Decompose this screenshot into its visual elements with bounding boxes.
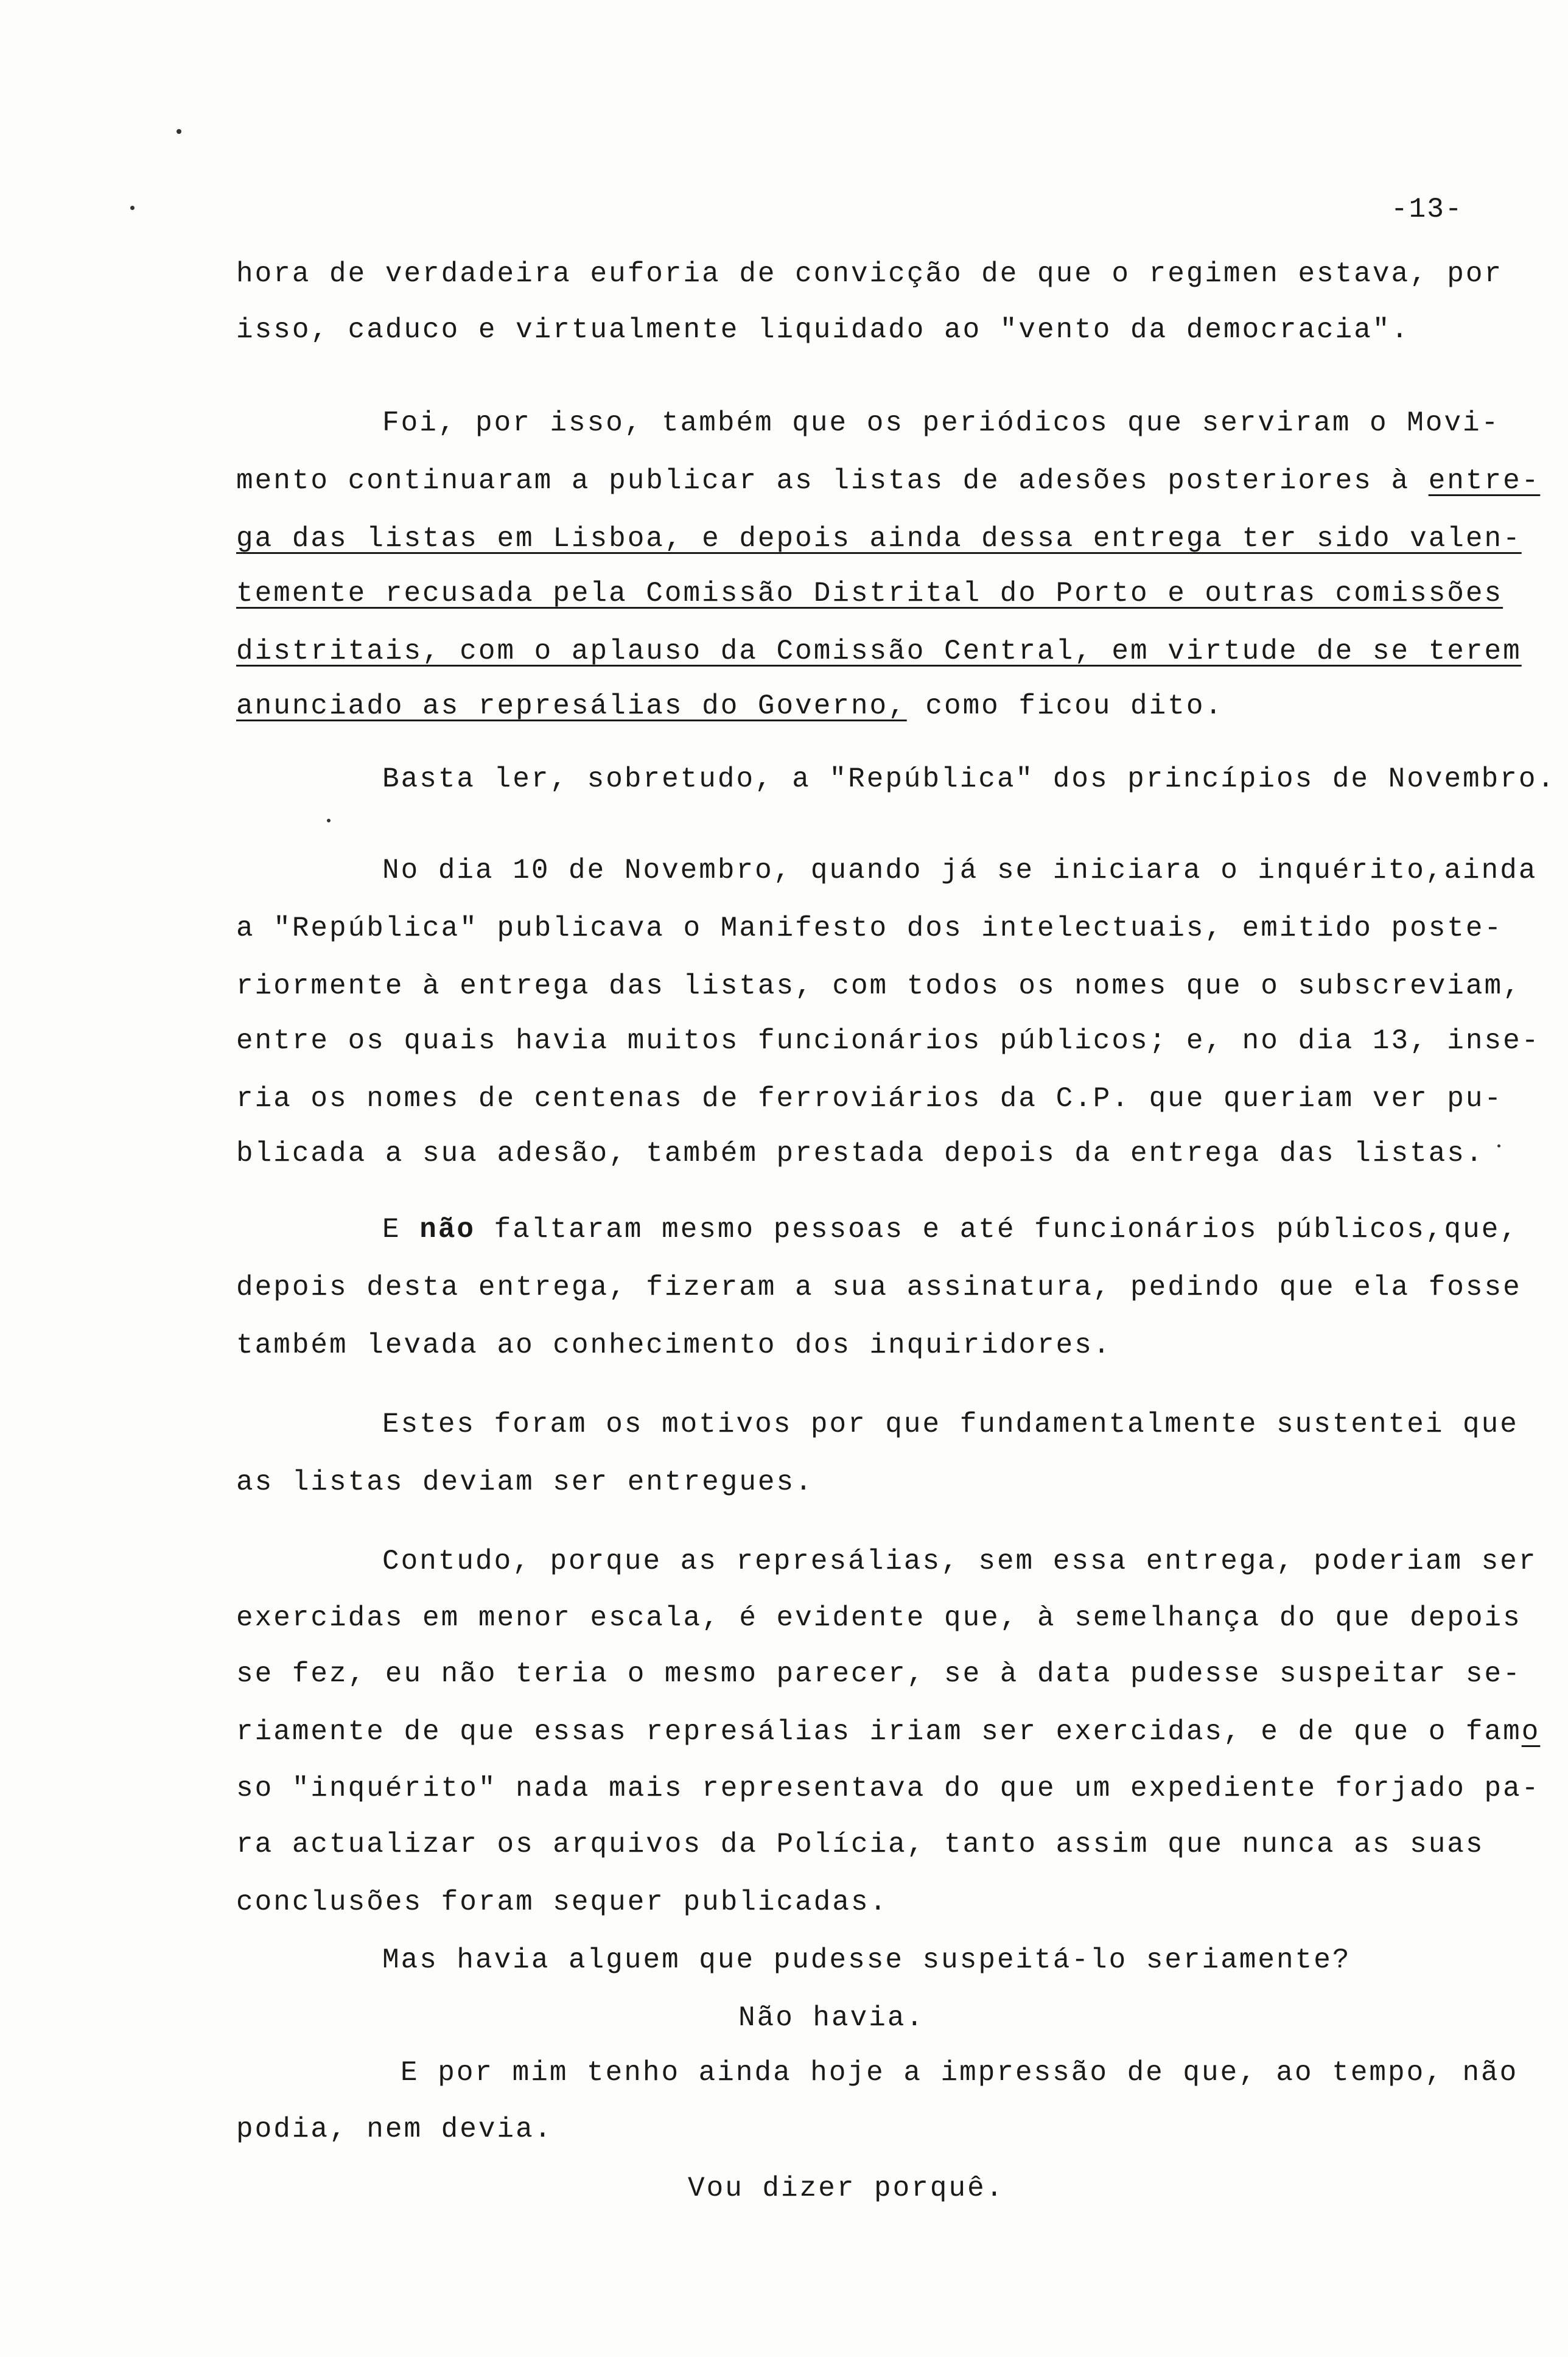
text-segment: como ficou dito.: [906, 690, 1224, 722]
text-segment: so "inquérito" nada mais representava do que um expediente forjado pa-: [236, 1773, 1541, 1804]
text-line: [236, 1656, 1522, 1692]
underlined-text: ga das listas em Lisboa, e depois ainda dessa entrega ter sido valen-: [236, 523, 1522, 555]
text-segment: Mas havia alguem que pudesse suspeitá-lo seriamente?: [382, 1944, 1351, 1976]
text-segment: Basta ler, sobretudo, a "República" dos princípios de Novembro.: [382, 763, 1556, 795]
text-line: [236, 520, 1522, 557]
underlined-text: anunciado as represálias do Governo,: [236, 690, 907, 722]
text-segment: também levada ao conhecimento dos inquiridores.: [236, 1329, 1112, 1361]
text-line: [236, 256, 1503, 292]
text-line: [382, 761, 1556, 797]
text-line: [382, 405, 1500, 441]
text-line: [236, 463, 1540, 499]
text-segment: a "República" publicava o Manifesto dos intelectuais, emitido poste-: [236, 912, 1503, 944]
text-segment: hora de verdadeira euforia de convicção de que o regimen estava, por: [236, 258, 1503, 290]
text-segment: as listas deviam ser entregues.: [236, 1466, 814, 1498]
text-segment: isso, caduco e virtualmente liquidado ao "vento da democracia".: [236, 314, 1410, 346]
text-segment: riamente de que essas represálias iriam ser exercidas, e de que o fam: [236, 1716, 1522, 1748]
text-segment: conclusões foram sequer publicadas.: [236, 1886, 889, 1918]
text-line: [236, 1080, 1503, 1117]
text-segment: Estes foram os motivos por que fundamentalmente sustentei que: [382, 1409, 1519, 1440]
bold-text: não: [419, 1214, 476, 1245]
scan-speck: [327, 819, 331, 822]
text-line: [382, 1942, 1351, 1978]
text-line: [382, 1406, 1519, 1443]
text-segment: podia, nem devia.: [236, 2114, 553, 2145]
text-line: [738, 2000, 925, 2036]
text-segment: ria os nomes de centenas de ferroviários da C.P. que queriam ver pu-: [236, 1083, 1503, 1115]
text-line: [236, 1135, 1485, 1172]
text-line: [401, 2054, 1518, 2091]
text-line: [236, 1269, 1522, 1306]
text-line: [236, 1826, 1485, 1863]
text-segment: exercidas em menor escala, é evidente que, à semelhança do que depois: [236, 1602, 1522, 1634]
text-line: [688, 2170, 1004, 2207]
text-line: [236, 2111, 553, 2148]
underlined-text: temente recusada pela Comissão Distrital do Porto e outras comissões: [236, 578, 1503, 609]
underlined-text: distritais, com o aplauso da Comissão Central, em virtude de se terem: [236, 636, 1522, 667]
text-line: [236, 575, 1503, 612]
text-line: [236, 968, 1522, 1004]
text-line: [236, 1600, 1522, 1636]
text-line: [236, 910, 1503, 947]
scan-speck: [1497, 1144, 1500, 1147]
text-segment: Contudo, porque as represálias, sem essa entrega, poderiam ser: [382, 1546, 1538, 1577]
underlined-text: entre-: [1428, 465, 1541, 497]
text-segment: se fez, eu não teria o mesmo parecer, se à data pudesse suspeitar se-: [236, 1658, 1522, 1690]
text-segment: E: [382, 1214, 420, 1245]
text-segment: mento continuaram a publicar as listas de adesões posteriores à: [236, 465, 1429, 497]
text-line: [236, 1884, 888, 1921]
underlined-text: o: [1521, 1716, 1541, 1748]
text-segment: riormente à entrega das listas, com todos os nomes que o subscreviam,: [236, 970, 1522, 1002]
text-segment: Foi, por isso, também que os periódicos que serviram o Movi-: [382, 407, 1500, 439]
text-segment: E por mim tenho ainda hoje a impressão de que, ao tempo, não: [401, 2057, 1519, 2089]
text-line: [236, 312, 1410, 348]
text-segment: ra actualizar os arquivos da Polícia, tanto assim que nunca as suas: [236, 1829, 1485, 1860]
text-segment: No dia 10 de Novembro, quando já se iniciara o inquérito,ainda: [382, 855, 1538, 886]
scan-speck: [130, 206, 135, 210]
text-line: [236, 1327, 1111, 1364]
text-segment: Não havia.: [738, 2002, 925, 2034]
text-line: [236, 1023, 1540, 1059]
text-segment: blicada a sua adesão, também prestada depois da entrega das listas.: [236, 1138, 1485, 1169]
text-line: [236, 1464, 814, 1501]
text-segment: faltaram mesmo pessoas e até funcionários públicos,que,: [475, 1214, 1519, 1245]
text-line: [236, 688, 1223, 724]
text-line: [382, 1211, 1519, 1248]
scan-speck: [177, 129, 181, 134]
text-line: [236, 1770, 1540, 1807]
text-line: [236, 1714, 1540, 1750]
text-line: [382, 852, 1537, 889]
text-line: [382, 1543, 1537, 1580]
text-line: [236, 633, 1522, 670]
text-segment: entre os quais havia muitos funcionários públicos; e, no dia 13, inse-: [236, 1025, 1541, 1057]
page-number: -13-: [1391, 194, 1463, 225]
text-segment: depois desta entrega, fizeram a sua assinatura, pedindo que ela fosse: [236, 1272, 1522, 1303]
text-segment: Vou dizer porquê.: [688, 2173, 1005, 2204]
